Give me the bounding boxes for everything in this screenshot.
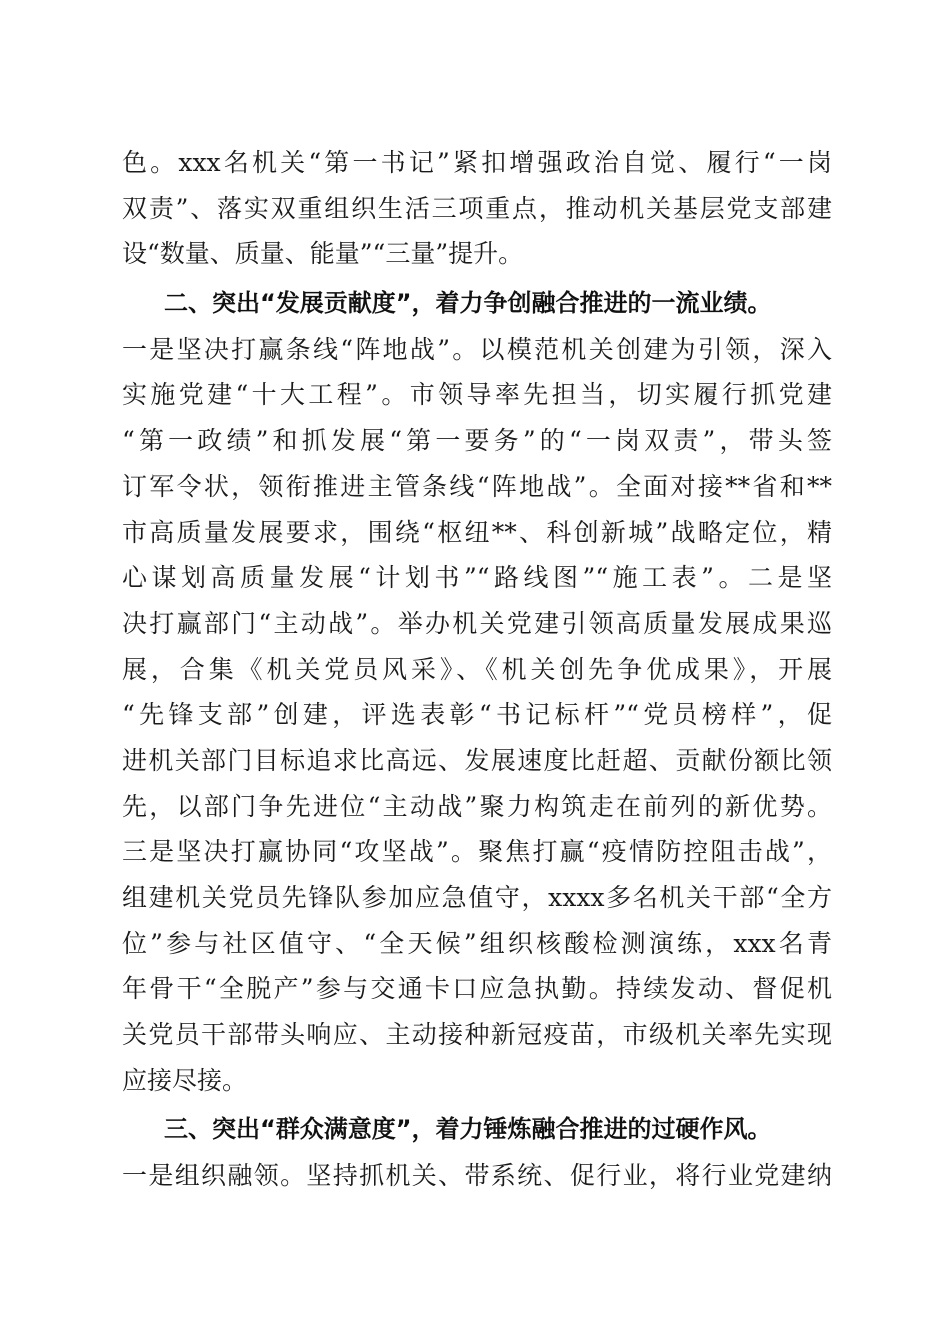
text-line: “第一政绩”和抓发展“第一要务”的“一岗双责”，带头签 xyxy=(122,426,832,456)
text-line: 位”参与社区值守、“全天候”组织核酸检测演练，xxx名青 xyxy=(122,928,832,958)
text-line: “先锋支部”创建，评选表彰“书记标杆”“党员榜样”，促 xyxy=(122,700,832,730)
text-line: 一是组织融领。坚持抓机关、带系统、促行业，将行业党建纳 xyxy=(122,1161,832,1191)
text-line: 进机关部门目标追求比高远、发展速度比赶超、贡献份额比领 xyxy=(122,745,832,775)
text-line: 市高质量发展要求，围绕“枢纽**、科创新城”战略定位，精 xyxy=(122,517,832,547)
text-line: 组建机关党员先锋队参加应急值守，xxxx多名机关干部“全方 xyxy=(122,883,832,912)
text-line: 关党员干部带头响应、主动接种新冠疫苗，市级机关率先实现 xyxy=(122,1020,832,1050)
document-page xyxy=(122,140,832,1199)
text-line: 色。xxx名机关“第一书记”紧扣增强政治自觉、履行“一岗 xyxy=(122,148,832,177)
section-heading-2: 二、突出“发展贡献度”，着力争创融合推进的一流业绩。 xyxy=(164,289,772,318)
text-line: 一是坚决打赢条线“阵地战”。以模范机关创建为引领，深入 xyxy=(122,334,832,364)
text-line: 三是坚决打赢协同“攻坚战”。聚焦打赢“疫情防控阻击战”， xyxy=(122,837,832,867)
text-line: 设“数量、质量、能量”“三量”提升。 xyxy=(122,239,524,269)
text-line: 年骨干“全脱产”参与交通卡口应急执勤。持续发动、督促机 xyxy=(122,974,832,1004)
text-line: 双责”、落实双重组织生活三项重点，推动机关基层党支部建 xyxy=(122,193,832,223)
paragraph-section-2 xyxy=(122,327,832,1104)
section-heading-3: 三、突出“群众满意度”，着力锤炼融合推进的过硬作风。 xyxy=(164,1115,772,1144)
text-line: 先，以部门争先进位“主动战”聚力构筑走在前列的新优势。 xyxy=(122,791,832,821)
text-line: 展，合集《机关党员风采》、《机关创先争优成果》，开展 xyxy=(122,654,832,684)
paragraph-section-3 xyxy=(122,1153,832,1199)
text-line: 实施党建“十大工程”。市领导率先担当，切实履行抓党建 xyxy=(122,380,832,410)
text-line: 心谋划高质量发展“计划书”“路线图”“施工表”。二是坚 xyxy=(122,563,832,593)
text-line: 订军令状，领衔推进主管条线“阵地战”。全面对接**省和** xyxy=(122,471,832,501)
text-line: 决打赢部门“主动战”。举办机关党建引领高质量发展成果巡 xyxy=(122,608,832,638)
paragraph-continuation xyxy=(122,140,832,277)
text-line: 应接尽接。 xyxy=(122,1065,248,1095)
